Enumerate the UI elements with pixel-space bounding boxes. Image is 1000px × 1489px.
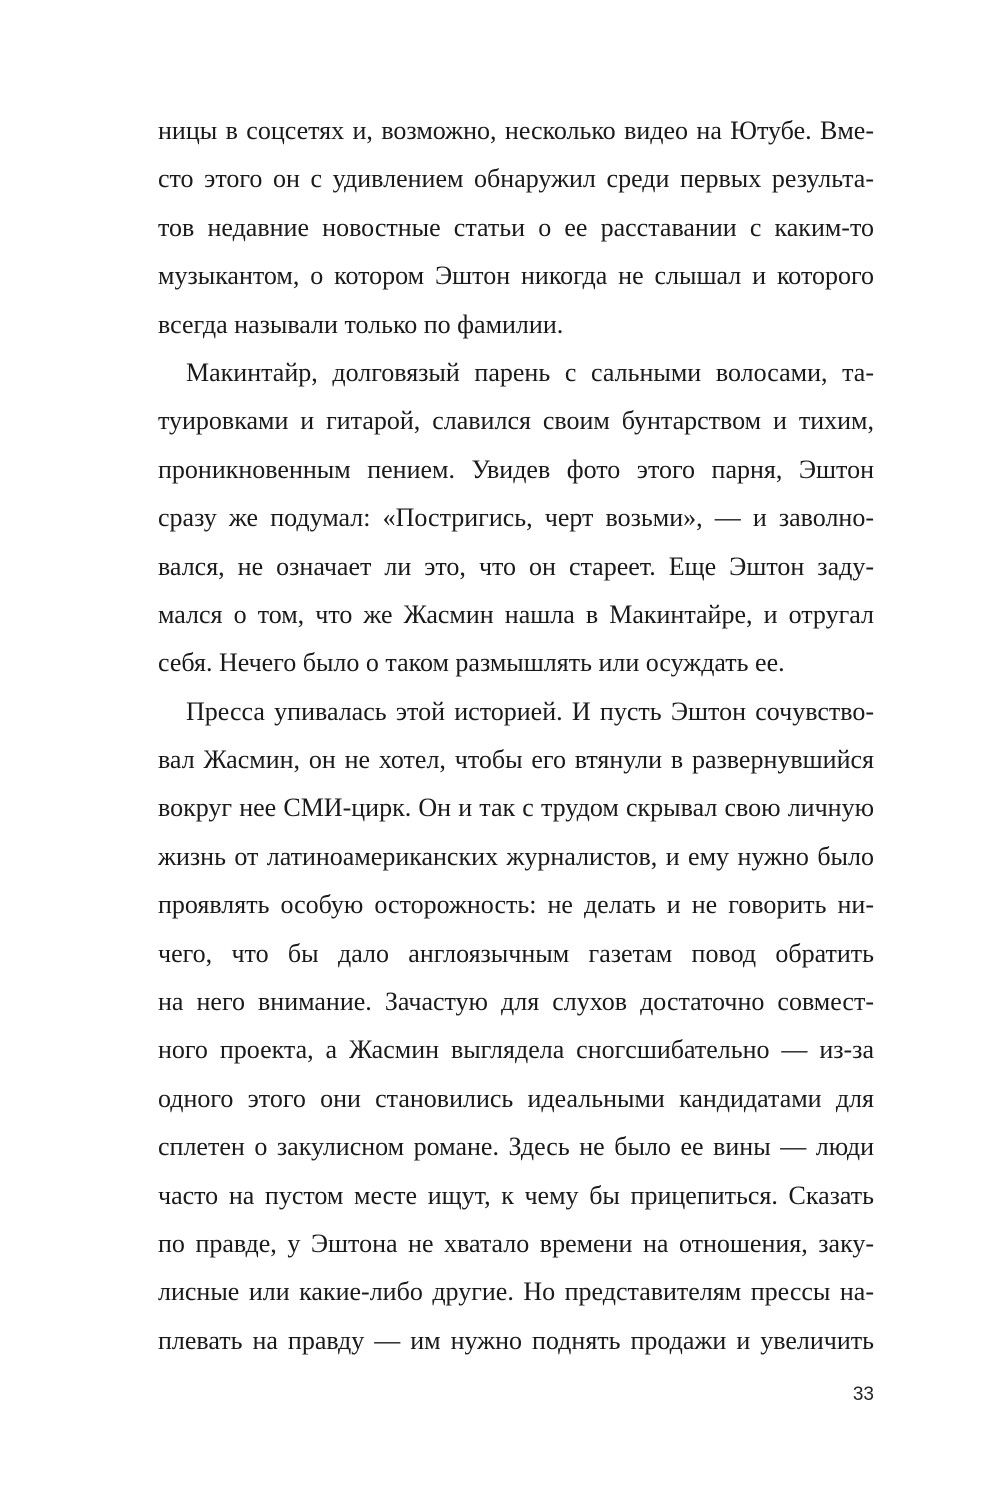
- text-line: сто этого он с удивлением обнаружил среди первых результа-: [158, 164, 874, 194]
- text-line: себя. Нечего было о таком размышлять или осуждать ее.: [158, 648, 785, 678]
- text-line: чего, что бы дало англоязычным газетам повод обратить: [158, 938, 874, 968]
- text-line: музыкантом, о котором Эштон никогда не слышал и которого: [158, 261, 874, 291]
- text-line: ного проекта, а Жасмин выглядела сногсшибательно — из-за: [158, 1035, 874, 1065]
- text-line: сплетен о закулисном романе. Здесь не было ее вины — люди: [158, 1132, 874, 1162]
- body-text: [158, 107, 874, 1365]
- text-line: проникновенным пением. Увидев фото этого парня, Эштон: [158, 454, 874, 484]
- text-line: плевать на правду — им нужно поднять продажи и увеличить: [158, 1325, 874, 1355]
- paragraph-3: [158, 688, 874, 1365]
- text-line: на него внимание. Зачастую для слухов достаточно совмест-: [158, 987, 874, 1017]
- paragraph-1: [158, 107, 874, 349]
- text-line: Макинтайр, долговязый парень с сальными волосами, та-: [186, 357, 874, 387]
- text-line: жизнь от латиноамериканских журналистов, и ему нужно было: [158, 841, 874, 871]
- text-line: проявлять особую осторожность: не делать и не говорить ни-: [158, 890, 874, 920]
- paragraph-2: [158, 349, 874, 688]
- text-line: вал Жасмин, он не хотел, чтобы его втянули в развернувшийся: [158, 745, 874, 775]
- text-line: сразу же подумал: «Постригись, черт возьми», — и заволно-: [158, 503, 874, 533]
- text-line: часто на пустом месте ищут, к чему бы прицепиться. Сказать: [158, 1180, 874, 1210]
- text-line: лисные или какие-либо другие. Но представителям прессы на-: [158, 1277, 874, 1307]
- text-line: вокруг нее СМИ-цирк. Он и так с трудом скрывал свою личную: [158, 793, 874, 823]
- text-line: Пресса упивалась этой историей. И пусть Эштон сочувство-: [186, 696, 874, 726]
- text-line: всегда называли только по фамилии.: [158, 309, 564, 339]
- text-line: мался о том, что же Жасмин нашла в Макинтайре, и отругал: [158, 599, 874, 629]
- text-line: туировками и гитарой, славился своим бунтарством и тихим,: [158, 406, 874, 436]
- text-line: ницы в соцсетях и, возможно, несколько видео на Ютубе. Вме-: [158, 116, 874, 145]
- text-line: по правде, у Эштона не хватало времени на отношения, заку-: [158, 1228, 874, 1258]
- page-number: 33: [852, 1384, 874, 1405]
- text-line: тов недавние новостные статьи о ее расставании с каким-то: [158, 212, 874, 242]
- text-line: вался, не означает ли это, что он стареет. Еще Эштон заду-: [158, 551, 874, 581]
- text-line: одного этого они становились идеальными кандидатами для: [158, 1083, 874, 1113]
